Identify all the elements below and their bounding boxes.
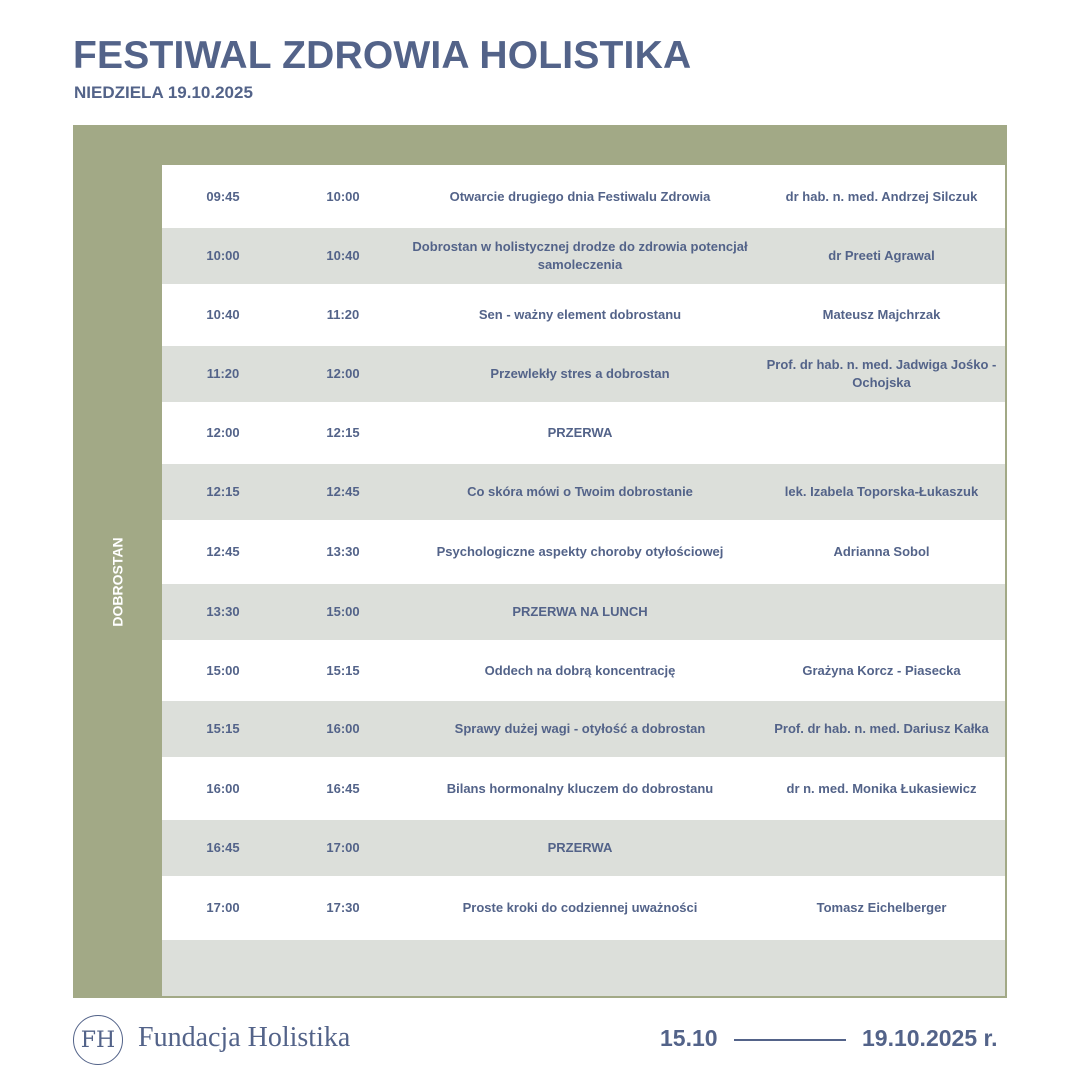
schedule-row <box>162 165 1005 228</box>
row-end-time: 16:45 <box>326 780 360 796</box>
row-session-title: Dobrostan w holistycznej drodze do zdrowia potencjał samoleczenia <box>412 239 748 272</box>
schedule-row <box>162 876 1005 940</box>
schedule-row <box>162 640 1005 701</box>
row-end-time: 15:15 <box>326 662 360 678</box>
schedule-row <box>162 584 1005 640</box>
row-start-time: 16:00 <box>206 780 240 796</box>
foundation-name: Fundacja Holistika <box>138 1022 351 1053</box>
schedule-row <box>162 284 1005 346</box>
page-title: FESTIWAL ZDROWIA HOLISTIKA <box>73 34 692 77</box>
row-start-time: 15:00 <box>206 662 240 678</box>
schedule-row <box>162 402 1005 464</box>
row-speaker: dr n. med. Monika Łukasiewicz <box>786 780 977 796</box>
row-end-time: 17:30 <box>326 900 360 915</box>
row-speaker: dr Preeti Agrawal <box>828 248 935 263</box>
page-subtitle-date: NIEDZIELA 19.10.2025 <box>74 83 253 102</box>
row-end-time: 10:00 <box>326 188 360 204</box>
row-end-time: 12:00 <box>326 366 360 381</box>
row-start-time: 12:45 <box>206 544 240 559</box>
schedule-row <box>162 820 1005 876</box>
row-end-time: 10:40 <box>326 248 360 263</box>
foundation-logo-icon: FH <box>73 1015 123 1065</box>
schedule-row <box>162 520 1005 584</box>
row-start-time: 12:15 <box>206 484 240 499</box>
row-speaker: Grażyna Korcz - Piasecka <box>802 662 961 678</box>
row-session-title: Otwarcie drugiego dnia Festiwalu Zdrowia <box>449 188 711 204</box>
row-session-title: Psychologiczne aspekty choroby otyłościowej <box>436 544 724 559</box>
row-start-time: 09:45 <box>206 188 240 204</box>
row-speaker <box>758 402 1005 464</box>
row-speaker <box>758 820 1005 876</box>
row-speaker: Prof. dr hab. n. med. Jadwiga Jośko - Ochojska <box>766 357 997 390</box>
section-sidebar <box>73 168 162 996</box>
row-session-title <box>402 940 758 996</box>
row-end-time: 12:45 <box>326 484 360 499</box>
row-session-title: PRZERWA NA LUNCH <box>512 604 648 619</box>
row-start-time: 16:45 <box>206 840 240 855</box>
row-speaker <box>758 940 1005 996</box>
row-session-title: Co skóra mówi o Twoim dobrostanie <box>467 484 693 499</box>
row-start-time: 11:20 <box>206 366 240 381</box>
row-start-time: 13:30 <box>206 604 240 619</box>
row-start-time: 15:15 <box>206 721 240 736</box>
date-range-divider <box>734 1039 846 1041</box>
row-session-title: Sen - ważny element dobrostanu <box>478 307 682 322</box>
schedule-row <box>162 757 1005 820</box>
row-speaker: dr hab. n. med. Andrzej Silczuk <box>785 188 978 204</box>
schedule-row <box>162 228 1005 284</box>
row-end-time: 16:00 <box>326 721 360 736</box>
row-speaker: Prof. dr hab. n. med. Dariusz Kałka <box>774 721 989 736</box>
row-session-title: Proste kroki do codziennej uważności <box>462 900 698 915</box>
row-speaker: Tomasz Eichelberger <box>816 900 947 915</box>
row-end-time: 12:15 <box>326 425 360 440</box>
schedule-frame <box>73 125 1007 998</box>
schedule-row <box>162 940 1005 996</box>
row-session-title: PRZERWA <box>547 425 613 440</box>
date-range-end: 19.10.2025 r. <box>862 1025 998 1051</box>
row-speaker <box>758 584 1005 640</box>
row-session-title: Sprawy dużej wagi - otyłość a dobrostan <box>454 721 706 736</box>
row-start-time: 12:00 <box>206 425 240 440</box>
row-session-title: Bilans hormonalny kluczem do dobrostanu <box>446 780 714 796</box>
row-speaker: Adrianna Sobol <box>833 544 930 559</box>
schedule-row <box>162 346 1005 402</box>
row-session-title: Przewlekły stres a dobrostan <box>490 366 670 381</box>
row-end-time: 13:30 <box>326 544 360 559</box>
schedule-table <box>162 165 1005 996</box>
row-speaker: Mateusz Majchrzak <box>822 307 941 322</box>
row-end-time: 15:00 <box>326 604 360 619</box>
row-end-time: 11:20 <box>326 307 360 322</box>
row-start-time: 10:00 <box>206 248 240 263</box>
section-label: DOBROSTAN <box>109 537 126 627</box>
row-session-title: PRZERWA <box>547 840 613 855</box>
row-start-time <box>162 940 284 996</box>
row-end-time <box>284 940 402 996</box>
row-speaker: lek. Izabela Toporska-Łukaszuk <box>784 484 979 499</box>
schedule-row <box>162 464 1005 520</box>
row-session-title: Oddech na dobrą koncentrację <box>484 662 676 678</box>
date-range-start: 15.10 <box>660 1025 718 1051</box>
row-start-time: 10:40 <box>206 307 240 322</box>
schedule-row <box>162 701 1005 757</box>
row-end-time: 17:00 <box>326 840 360 855</box>
row-start-time: 17:00 <box>206 900 240 915</box>
